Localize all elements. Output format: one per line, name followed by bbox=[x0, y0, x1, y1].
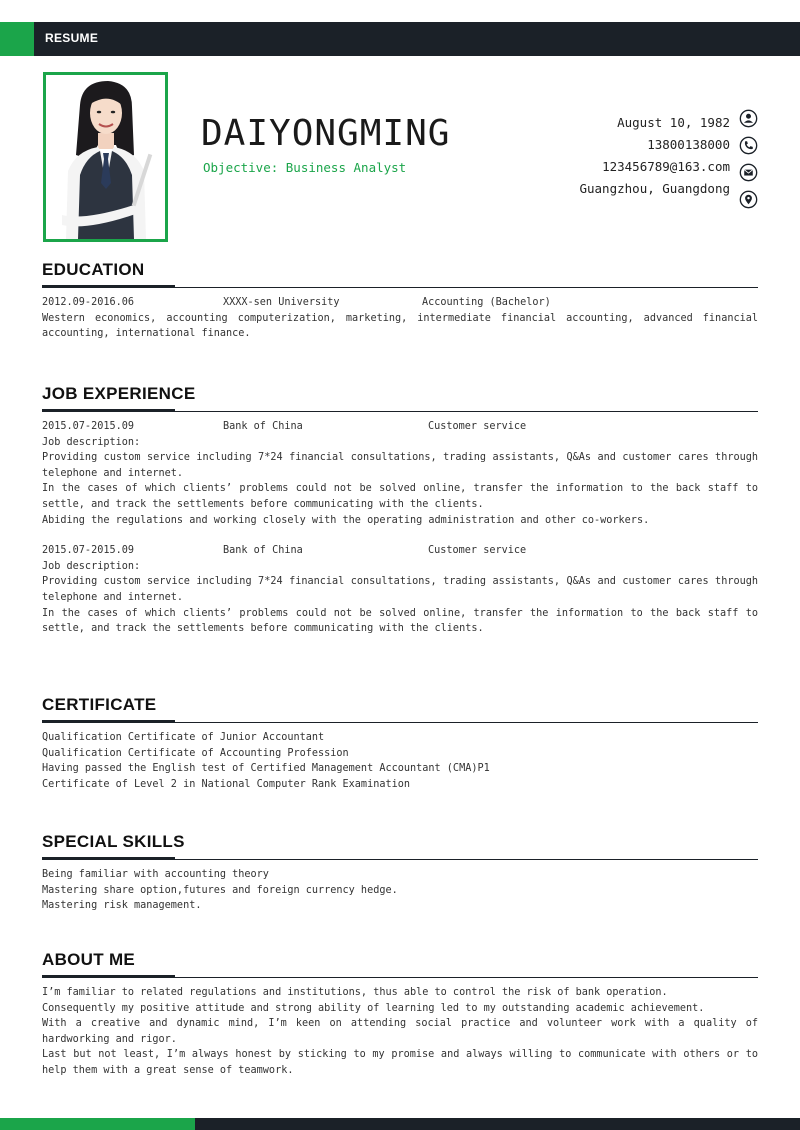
job-line: Abiding the regulations and working closely with the operating administration and other co-workers. bbox=[42, 514, 650, 526]
mail-icon bbox=[739, 163, 758, 182]
person-icon bbox=[739, 109, 758, 128]
section-divider bbox=[42, 409, 758, 413]
section-divider bbox=[42, 857, 758, 861]
job-company: Bank of China bbox=[223, 421, 303, 432]
job-entry bbox=[42, 419, 758, 528]
certificate-section bbox=[42, 695, 758, 792]
about-item: Consequently my positive attitude and strong ability of learning led to my outstanding academic achievement. bbox=[42, 1002, 705, 1014]
section-divider bbox=[42, 720, 758, 724]
email-address: 123456789@163.com bbox=[602, 159, 730, 174]
job-date: 2015.07-2015.09 bbox=[42, 545, 135, 557]
section-title: EDUCATION bbox=[42, 260, 145, 279]
bottom-banner-accent bbox=[0, 1118, 195, 1130]
about-item: Last but not least, I’m always honest by sticking to my promise and always willing to communicate with others or to help them with a great sense of teamwork. bbox=[42, 1049, 758, 1076]
certificate-item: Qualification Certificate of Accounting Profession bbox=[42, 747, 349, 759]
about-item: With a creative and dynamic mind, I’m keen on attending social practice and volunteer work with a quality of hardworking and rigor. bbox=[42, 1018, 758, 1045]
education-row bbox=[42, 295, 758, 311]
skills-section bbox=[42, 832, 758, 914]
job-header bbox=[42, 543, 758, 559]
job-company: Bank of China bbox=[223, 545, 303, 557]
certificate-item: Certificate of Level 2 in National Computer Rank Examination bbox=[42, 778, 411, 790]
birthday: August 10, 1982 bbox=[617, 115, 730, 130]
education-date: 2012.09-2016.06 bbox=[42, 297, 135, 308]
resume-label: RESUME bbox=[45, 31, 99, 45]
top-banner bbox=[0, 22, 800, 56]
section-title: JOB EXPERIENCE bbox=[42, 384, 196, 403]
job-entry bbox=[42, 543, 758, 637]
phone-icon bbox=[739, 136, 758, 155]
job-line: In the cases of which clients’ problems could not be solved online, transfer the information to the back staff to settle, and track the settlements before communicating with the clients. bbox=[42, 483, 758, 510]
job-header bbox=[42, 419, 758, 435]
job-line: In the cases of which clients’ problems could not be solved online, transfer the information to the back staff to settle, and track the settlements before communicating with the clients. bbox=[42, 607, 758, 635]
education-section bbox=[42, 260, 758, 342]
section-title: CERTIFICATE bbox=[42, 695, 157, 714]
job-line: Providing custom service including 7*24 financial consultations, trading assistants, Q&As and customer cares through telephone and internet. bbox=[42, 576, 758, 603]
objective: Objective: Business Analyst bbox=[203, 160, 407, 175]
job-role: Customer service bbox=[428, 421, 527, 432]
job-date: 2015.07-2015.09 bbox=[42, 421, 135, 432]
education-description: Western economics, accounting computerization, marketing, intermediate financial accounting, advanced financial accounting, international finance. bbox=[42, 312, 758, 340]
contact-info bbox=[579, 112, 730, 200]
top-banner-accent bbox=[0, 22, 34, 56]
section-divider bbox=[42, 285, 758, 289]
phone-number: 13800138000 bbox=[647, 137, 730, 152]
skill-item: Mastering risk management. bbox=[42, 900, 202, 912]
experience-section bbox=[42, 384, 758, 637]
location-icon bbox=[739, 190, 758, 209]
about-section bbox=[42, 950, 758, 1079]
candidate-name: DAIYONGMING bbox=[201, 113, 451, 154]
education-school: XXXX-sen University bbox=[223, 297, 340, 308]
profile-photo bbox=[43, 72, 168, 242]
section-divider bbox=[42, 975, 758, 979]
skill-item: Being familiar with accounting theory bbox=[42, 869, 269, 880]
about-item: I’m familiar to related regulations and institutions, thus able to control the risk of bank operation. bbox=[42, 987, 668, 998]
skill-item: Mastering share option,futures and foreign currency hedge. bbox=[42, 884, 398, 896]
job-description-label: Job description: bbox=[42, 436, 141, 448]
section-title: ABOUT ME bbox=[42, 950, 136, 969]
education-degree: Accounting (Bachelor) bbox=[422, 297, 551, 308]
location: Guangzhou, Guangdong bbox=[579, 181, 730, 196]
job-description-label: Job description: bbox=[42, 560, 141, 572]
certificate-item: Having passed the English test of Certified Management Accountant (CMA)P1 bbox=[42, 763, 490, 775]
contact-icons bbox=[739, 109, 758, 217]
job-role: Customer service bbox=[428, 545, 527, 557]
job-line: Providing custom service including 7*24 financial consultations, trading assistants, Q&As and customer cares through telephone and internet. bbox=[42, 452, 758, 479]
certificate-item: Qualification Certificate of Junior Accountant bbox=[42, 732, 325, 743]
section-title: SPECIAL SKILLS bbox=[42, 832, 185, 851]
bottom-banner bbox=[0, 1118, 800, 1130]
